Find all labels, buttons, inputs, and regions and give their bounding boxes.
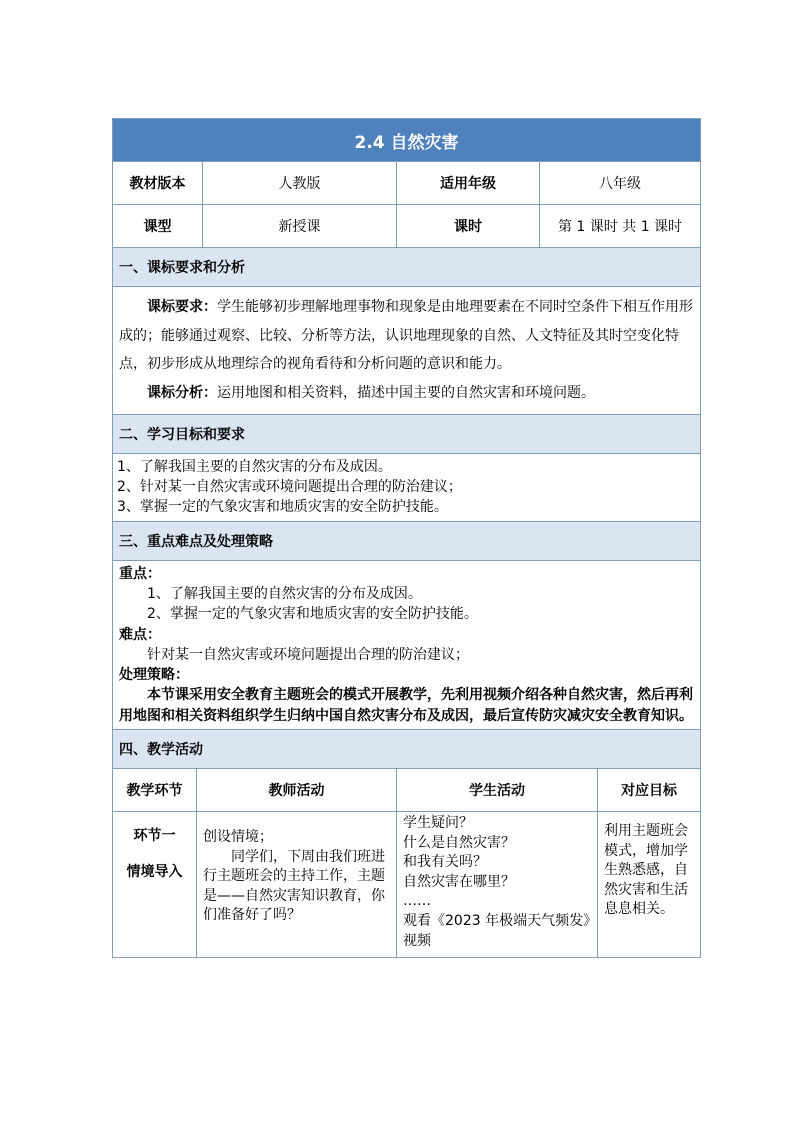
student-line: …… <box>403 893 431 910</box>
goal-item: 3、掌握一定的气象灾害和地质灾害的安全防护技能。 <box>117 499 448 516</box>
section1-content <box>113 287 701 415</box>
student-line: 自然灾害在哪里？ <box>403 873 515 890</box>
col-teacher-header: 教师活动 <box>197 769 397 812</box>
edition-label: 教材版本 <box>113 162 203 205</box>
student-line: 学生疑问？ <box>403 815 473 832</box>
student-line: 观看《2023 年极端天气频发》视频 <box>403 912 591 949</box>
teacher-cell <box>197 812 397 958</box>
student-line: 和我有关吗？ <box>403 854 487 871</box>
strategy-label: 处理策略： <box>119 667 189 684</box>
goal-item: 1、了解我国主要的自然灾害的分布及成因。 <box>117 458 392 475</box>
lesson-plan <box>112 118 700 958</box>
section3-content <box>113 560 701 729</box>
page-title: 2.4 自然灾害 <box>113 119 701 162</box>
difficulty-label: 难点： <box>119 626 161 643</box>
col-goal-header: 对应目标 <box>598 769 701 812</box>
grade-value: 八年级 <box>540 162 701 205</box>
stage-line: 情境导入 <box>126 864 183 881</box>
section3-heading: 三、重点难点及处理策略 <box>113 521 701 560</box>
col-student-header: 学生活动 <box>397 769 598 812</box>
section2-heading: 二、学习目标和要求 <box>113 414 701 453</box>
strategy-text: 本节课采用安全教育主题班会的模式开展教学，先利用视频介绍各种自然灾害，然后再利用地图和相关资料组织学生归纳中国自然灾害分布及成因，最后宣传防灾减灾安全教育知识。 <box>119 687 693 724</box>
goal-item: 2、针对某一自然灾害或环境问题提出合理的防治建议； <box>117 479 462 496</box>
teacher-line: 同学们，下周由我们班进行主题班会的主持工作，主题是——自然灾害知识教育，你们准备好了吗？ <box>203 848 385 924</box>
hours-label: 课时 <box>397 205 540 248</box>
section4-heading: 四、教学活动 <box>113 730 701 769</box>
section2-content <box>113 453 701 521</box>
hours-value: 第 1 课时 共 1 课时 <box>540 205 701 248</box>
requirement-label: 课标要求： <box>147 299 217 315</box>
key-item: 2、掌握一定的气象灾害和地质灾害的安全防护技能。 <box>147 606 478 623</box>
stage-cell <box>113 812 197 958</box>
stage-line: 环节一 <box>133 828 176 845</box>
student-cell <box>397 812 598 958</box>
key-item: 1、了解我国主要的自然灾害的分布及成因。 <box>147 585 422 602</box>
goal-cell: 利用主题班会模式，增加学生熟悉感，自然灾害和生活息息相关。 <box>598 812 701 958</box>
edition-value: 人教版 <box>203 162 397 205</box>
lesson-plan-table <box>112 118 701 958</box>
grade-label: 适用年级 <box>397 162 540 205</box>
analysis-text: 运用地图和相关资料，描述中国主要的自然灾害和环境问题。 <box>217 385 595 402</box>
col-stage-header: 教学环节 <box>113 769 197 812</box>
section1-heading: 一、课标要求和分析 <box>113 248 701 287</box>
difficulty-text: 针对某一自然灾害或环境问题提出合理的防治建议； <box>147 646 469 663</box>
requirement-text: 学生能够初步理解地理事物和现象是由地理要素在不同时空条件下相互作用形成的；能够通过观察、比较、分析等方法，认识地理现象的自然、人文特征及其时空变化特点，初步形成从地理综合的视角看待和分析问题的意识和能力。 <box>119 299 693 373</box>
teacher-line: 创设情境； <box>203 829 273 846</box>
student-line: 什么是自然灾害？ <box>403 834 515 851</box>
analysis-label: 课标分析： <box>147 385 217 402</box>
type-label: 课型 <box>113 205 203 248</box>
key-label: 重点： <box>119 565 161 582</box>
type-value: 新授课 <box>203 205 397 248</box>
